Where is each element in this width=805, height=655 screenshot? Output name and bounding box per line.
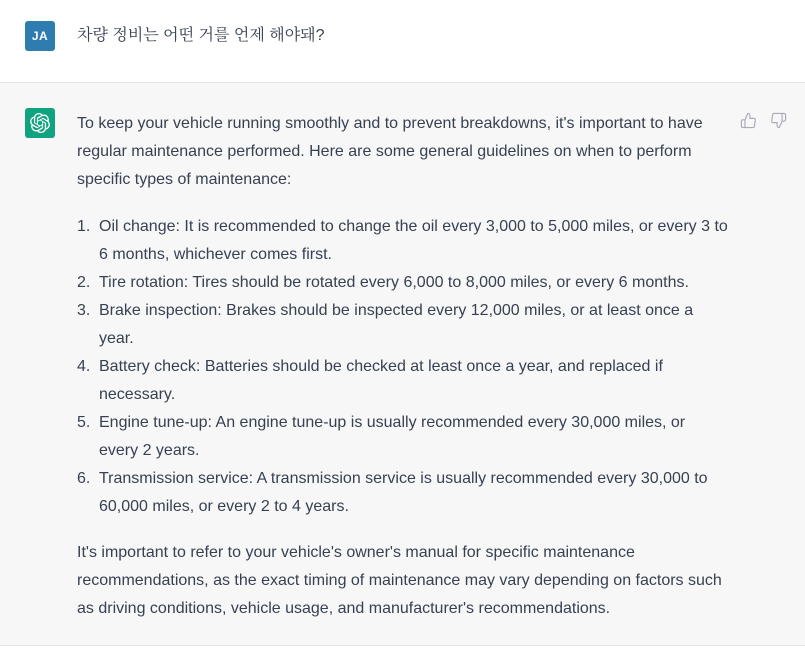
assistant-message-body xyxy=(77,110,728,623)
assistant-message xyxy=(0,83,805,646)
list-item-text: Engine tune-up: An engine tune-up is usually recommended every 30,000 miles, or every 2 years. xyxy=(99,414,686,459)
user-message-text: 차량 정비는 어떤 거를 언제 해야돼? xyxy=(77,27,325,44)
maintenance-list xyxy=(77,213,728,521)
thumbs-down-button[interactable] xyxy=(770,112,787,129)
user-avatar-initials: JA xyxy=(31,29,49,43)
list-item xyxy=(77,353,728,409)
thumbs-down-icon xyxy=(770,112,787,129)
assistant-outro-paragraph: It's important to refer to your vehicle's owner's manual for specific maintenance recommendations, as the exact timing of maintenance may vary depending on factors such as driving conditions, vehicle usage, and manufacturer's recommendations. xyxy=(77,544,722,617)
list-item-text: Battery check: Batteries should be checked at least once a year, and replaced if necessary. xyxy=(99,358,663,403)
list-item-number: 4. xyxy=(77,358,91,375)
user-avatar xyxy=(25,21,55,51)
list-item-number: 3. xyxy=(77,302,91,319)
assistant-avatar xyxy=(25,108,55,138)
openai-logo-icon xyxy=(30,113,50,133)
bottom-whitespace xyxy=(0,646,805,655)
list-item-number: 6. xyxy=(77,470,91,487)
list-item-text: Oil change: It is recommended to change the oil every 3,000 to 5,000 miles, or every 3 to 6 months, whichever comes first. xyxy=(99,218,728,263)
list-item-number: 5. xyxy=(77,414,91,431)
list-item-text: Tire rotation: Tires should be rotated every 6,000 to 8,000 miles, or every 6 months. xyxy=(99,274,689,291)
list-item xyxy=(77,409,728,465)
list-item-text: Brake inspection: Brakes should be inspected every 12,000 miles, or at least once a year. xyxy=(99,302,694,347)
list-item xyxy=(77,297,728,353)
user-message xyxy=(0,0,805,83)
list-item xyxy=(77,213,728,269)
list-item-text: Transmission service: A transmission service is usually recommended every 30,000 to 60,000 miles, or every 2 to 4 years. xyxy=(99,470,708,515)
feedback-buttons xyxy=(740,112,787,129)
thumbs-up-icon xyxy=(740,112,757,129)
assistant-intro-paragraph: To keep your vehicle running smoothly and to prevent breakdowns, it's important to have regular maintenance performed. Here are some general guidelines on when to perform specific types of maintenance: xyxy=(77,115,703,188)
list-item xyxy=(77,465,728,521)
list-item-number: 1. xyxy=(77,218,91,235)
thumbs-up-button[interactable] xyxy=(740,112,757,129)
list-item xyxy=(77,269,728,297)
list-item-number: 2. xyxy=(77,274,91,291)
